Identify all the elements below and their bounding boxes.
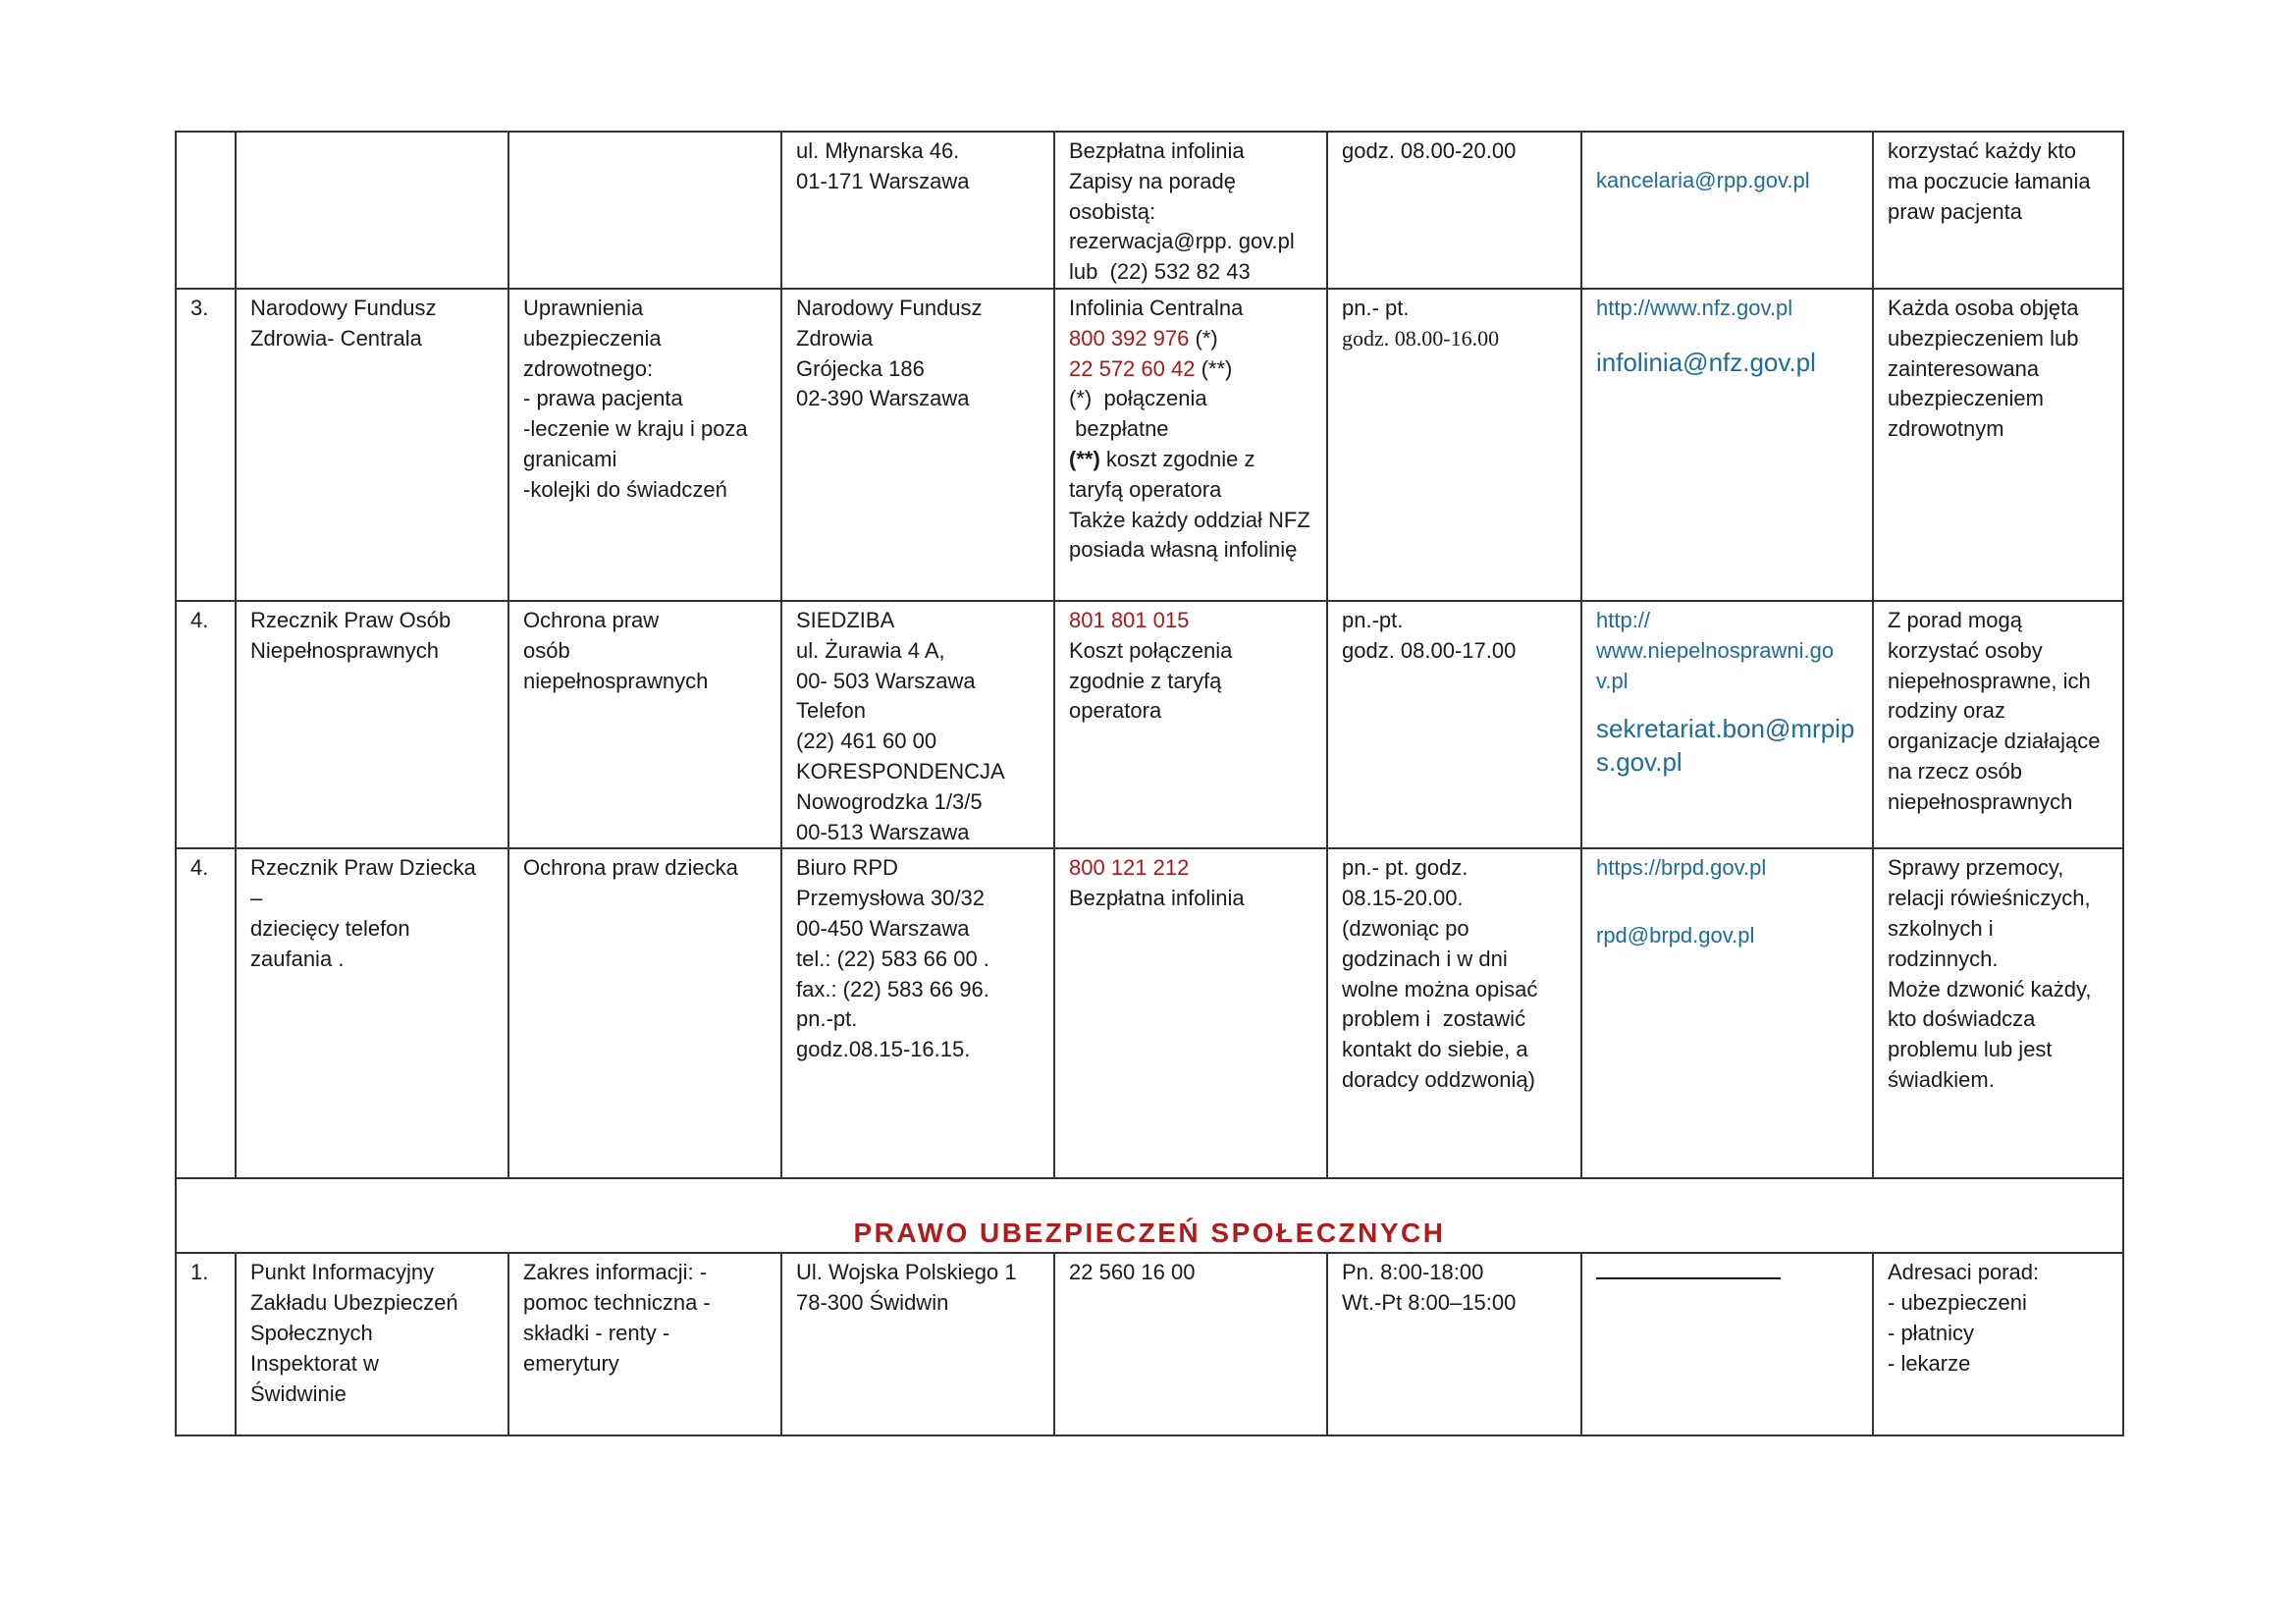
section-title: PRAWO UBEZPIECZEŃ SPOŁECZNYCH — [853, 1217, 1446, 1248]
cell-num — [176, 132, 236, 289]
recipients-line: problemu lub jest — [1888, 1037, 2053, 1062]
phone-line: posiada własną infolinię — [1069, 537, 1298, 563]
scope-line: ubezpieczenia — [523, 325, 662, 351]
address-line: KORESPONDENCJA — [796, 758, 1005, 784]
table-row — [176, 132, 2123, 289]
recipients-line: Każda osoba objęta — [1888, 295, 2079, 320]
address-line: ul. Żurawia 4 A, — [796, 637, 945, 663]
cell-scope — [508, 132, 781, 289]
address-line: Ul. Wojska Polskiego 1 — [796, 1260, 1017, 1285]
address-line: fax.: (22) 583 66 96. — [796, 976, 989, 1001]
address-line: Grójecka 186 — [796, 355, 925, 381]
address-line: Nowogrodzka 1/3/5 — [796, 788, 983, 814]
cell-address — [781, 848, 1054, 1178]
recipients-line: Sprawy przemocy, — [1888, 855, 2064, 881]
recipients-line: kto doświadcza — [1888, 1006, 2036, 1032]
address-line: Zdrowia — [796, 325, 874, 351]
phone-line: taryfą operatora — [1069, 476, 1222, 502]
name-line: Rzecznik Praw Osób — [250, 607, 452, 632]
recipients-line: rodziny oraz — [1888, 698, 2005, 724]
phone-note: bezpłatne — [1069, 416, 1169, 442]
cell-recipients — [1873, 848, 2123, 1178]
section-header-cell — [176, 1178, 2123, 1253]
cell-address — [781, 289, 1054, 601]
phone-number[interactable]: 800 121 212 — [1069, 855, 1190, 881]
recipients-line: - ubezpieczeni — [1888, 1290, 2027, 1316]
scope-line: -leczenie w kraju i poza — [523, 416, 748, 442]
scope-line: osób — [523, 637, 570, 663]
phone-line: lub (22) 532 82 43 — [1069, 259, 1251, 285]
phone-line: Koszt połączenia — [1069, 637, 1233, 663]
hours-line: wolne można opisać — [1342, 976, 1538, 1001]
cell-phone — [1054, 601, 1327, 848]
cell-web — [1581, 132, 1873, 289]
cell-recipients — [1873, 1253, 2123, 1435]
phone-number-paid[interactable]: 22 572 60 42 — [1069, 355, 1196, 381]
recipients-line: - lekarze — [1888, 1350, 1971, 1376]
address-line: Narodowy Fundusz — [796, 295, 983, 320]
recipients-line: świadkiem. — [1888, 1066, 1995, 1092]
address-line: 00-513 Warszawa — [796, 819, 970, 844]
website-link[interactable]: http://www.nfz.gov.pl — [1596, 295, 1793, 320]
cell-address — [781, 601, 1054, 848]
table-row — [176, 601, 2123, 848]
hours-line: 08.15-20.00. — [1342, 886, 1464, 911]
phone-line: Także każdy oddział NFZ — [1069, 507, 1310, 532]
name-line: Niepełnosprawnych — [250, 637, 439, 663]
hours-line: godz. 08.00-17.00 — [1342, 637, 1517, 663]
cell-hours — [1327, 1253, 1581, 1435]
section-row — [176, 1178, 2123, 1253]
cell-scope — [508, 601, 781, 848]
cell-address — [781, 1253, 1054, 1435]
cell-name — [236, 848, 508, 1178]
address-line: Biuro RPD — [796, 855, 898, 881]
scope-line: emerytury — [523, 1350, 619, 1376]
scope-line: składki - renty - — [523, 1320, 670, 1345]
cell-recipients — [1873, 601, 2123, 848]
cell-name — [236, 132, 508, 289]
cell-num — [176, 289, 236, 601]
recipients-line: Z porad mogą — [1888, 607, 2022, 632]
scope-line: Uprawnienia — [523, 295, 644, 320]
cell-num — [176, 601, 236, 848]
row-number: 4. — [190, 855, 209, 881]
name-line: Inspektorat w — [250, 1350, 379, 1376]
recipients-line: praw pacjenta — [1888, 198, 2022, 224]
scope-line: Zakres informacji: - — [523, 1260, 708, 1285]
cell-phone — [1054, 1253, 1327, 1435]
hours-line: godz. 08.00-16.00 — [1342, 325, 1500, 351]
name-line: Zakładu Ubezpieczeń — [250, 1290, 458, 1316]
recipients-line: Może dzwonić każdy, — [1888, 976, 2092, 1001]
website-link[interactable]: https://brpd.gov.pl — [1596, 855, 1767, 881]
recipients-line: Adresaci porad: — [1888, 1260, 2040, 1285]
recipients-line: korzystać osoby — [1888, 637, 2043, 663]
scope-line: Ochrona praw dziecka — [523, 855, 738, 881]
name-line: Narodowy Fundusz — [250, 295, 437, 320]
name-line: dziecięcy telefon — [250, 915, 410, 941]
hours-line: Pn. 8:00-18:00 — [1342, 1260, 1484, 1285]
address-line: 00- 503 Warszawa — [796, 668, 976, 693]
cell-num — [176, 848, 236, 1178]
name-line: zaufania . — [250, 946, 345, 971]
scope-line: niepełnosprawnych — [523, 668, 709, 693]
scope-line: zdrowotnego: — [523, 355, 654, 381]
website-link[interactable]: v.pl — [1596, 668, 1629, 693]
hours-line: doradcy oddzwonią) — [1342, 1066, 1535, 1092]
address-line: ul. Młynarska 46. — [796, 138, 960, 163]
cell-scope — [508, 289, 781, 601]
email-link[interactable]: infolinia@nfz.gov.pl — [1596, 347, 1816, 377]
address-line: SIEDZIBA — [796, 607, 895, 632]
recipients-line: szkolnych i — [1888, 915, 1994, 941]
address-line: Przemysłowa 30/32 — [796, 886, 985, 911]
recipients-line: organizacje działające — [1888, 729, 2101, 754]
hours-line: Wt.-Pt 8:00–15:00 — [1342, 1290, 1517, 1316]
cell-address — [781, 132, 1054, 289]
cell-hours — [1327, 289, 1581, 601]
cell-name — [236, 601, 508, 848]
table-row — [176, 289, 2123, 601]
phone-note-marker: (*) — [1189, 325, 1218, 351]
name-line: Świdwinie — [250, 1380, 347, 1406]
recipients-line: relacji rówieśniczych, — [1888, 886, 2091, 911]
recipients-line: niepełnosprawnych — [1888, 788, 2073, 814]
hours-line: godzinach i w dni — [1342, 946, 1508, 971]
cell-web — [1581, 848, 1873, 1178]
phone-line: Bezpłatna infolinia — [1069, 138, 1245, 163]
row-number: 1. — [190, 1260, 209, 1285]
address-line: (22) 461 60 00 — [796, 729, 937, 754]
info-table — [175, 131, 2124, 1436]
address-line: tel.: (22) 583 66 00 . — [796, 946, 989, 971]
email-link[interactable]: s.gov.pl — [1596, 747, 1682, 778]
recipients-line: na rzecz osób — [1888, 758, 2022, 784]
cell-name — [236, 1253, 508, 1435]
hours-line: pn.- pt. — [1342, 295, 1410, 320]
cell-web — [1581, 289, 1873, 601]
phone-number[interactable]: 801 801 015 — [1069, 607, 1190, 632]
recipients-line: korzystać każdy kto — [1888, 138, 2076, 163]
address-line: 02-390 Warszawa — [796, 386, 970, 411]
address-line: pn.-pt. — [796, 1006, 858, 1032]
hours-line: (dzwoniąc po — [1342, 915, 1469, 941]
scope-line: pomoc techniczna - — [523, 1290, 711, 1316]
recipients-line: - płatnicy — [1888, 1320, 1975, 1345]
row-number: 4. — [190, 607, 209, 632]
email-link[interactable]: rpd@brpd.gov.pl — [1596, 923, 1755, 948]
phone-number-free[interactable]: 800 392 976 — [1069, 325, 1190, 351]
scope-line: Ochrona praw — [523, 607, 660, 632]
recipients-line: niepełnosprawne, ich — [1888, 668, 2091, 693]
name-line: Zdrowia- Centrala — [250, 325, 422, 351]
hours-line: pn.-pt. — [1342, 607, 1404, 632]
scope-line: - prawa pacjenta — [523, 386, 683, 411]
phone-note-marker: (**) — [1069, 446, 1100, 471]
name-line: Rzecznik Praw Dziecka – — [250, 855, 482, 911]
cell-recipients — [1873, 289, 2123, 601]
table-row — [176, 848, 2123, 1178]
cell-phone — [1054, 289, 1327, 601]
cell-name — [236, 289, 508, 601]
recipients-line: ma poczucie łamania — [1888, 168, 2091, 193]
hours-line: godz. 08.00-20.00 — [1342, 138, 1517, 163]
cell-phone — [1054, 848, 1327, 1178]
recipients-line: ubezpieczeniem lub — [1888, 325, 2079, 351]
phone-line: zgodnie z taryfą — [1069, 668, 1222, 693]
phone-line: Bezpłatna infolinia — [1069, 886, 1245, 911]
address-line: 01-171 Warszawa — [796, 168, 970, 193]
phone-title: Infolinia Centralna — [1069, 295, 1244, 320]
scope-line: granicami — [523, 446, 617, 471]
phone-line: Zapisy na poradę — [1069, 168, 1236, 193]
cell-web — [1581, 601, 1873, 848]
phone-line: osobistą: — [1069, 198, 1156, 224]
recipients-line: ubezpieczeniem — [1888, 386, 2044, 411]
cell-hours — [1327, 848, 1581, 1178]
address-line: godz.08.15-16.15. — [796, 1037, 971, 1062]
cell-num — [176, 1253, 236, 1435]
row-number: 3. — [190, 295, 209, 320]
website-link[interactable]: http:// — [1596, 607, 1651, 632]
address-line: 00-450 Warszawa — [796, 915, 970, 941]
name-line: Społecznych — [250, 1320, 373, 1345]
phone-note: (*) połączenia — [1069, 386, 1207, 411]
cell-hours — [1327, 601, 1581, 848]
cell-scope — [508, 1253, 781, 1435]
hours-line: kontakt do siebie, a — [1342, 1037, 1528, 1062]
blank-line — [1596, 1258, 1781, 1279]
cell-scope — [508, 848, 781, 1178]
address-line: 78-300 Świdwin — [796, 1290, 949, 1316]
hours-line: problem i zostawić — [1342, 1006, 1526, 1032]
phone-line: operatora — [1069, 698, 1162, 724]
cell-phone — [1054, 132, 1327, 289]
hours-line: pn.- pt. godz. — [1342, 855, 1468, 881]
cell-hours — [1327, 132, 1581, 289]
email-link[interactable]: kancelaria@rpp.gov.pl — [1596, 168, 1810, 192]
cell-web — [1581, 1253, 1873, 1435]
recipients-line: zdrowotnym — [1888, 416, 2004, 442]
email-link[interactable]: sekretariat.bon@mrpip — [1596, 714, 1855, 744]
recipients-line: rodzinnych. — [1888, 946, 1999, 971]
phone-line: 22 560 16 00 — [1069, 1260, 1196, 1285]
phone-note-marker: (**) — [1195, 355, 1233, 381]
phone-note: koszt zgodnie z — [1099, 446, 1255, 471]
address-line: Telefon — [796, 698, 866, 724]
website-link[interactable]: www.niepelnosprawni.go — [1596, 637, 1835, 663]
recipients-line: zainteresowana — [1888, 355, 2040, 381]
name-line: Punkt Informacyjny — [250, 1260, 435, 1285]
table-row — [176, 1253, 2123, 1435]
cell-recipients — [1873, 132, 2123, 289]
scope-line: -kolejki do świadczeń — [523, 476, 727, 502]
phone-line: rezerwacja@rpp. gov.pl — [1069, 229, 1295, 254]
